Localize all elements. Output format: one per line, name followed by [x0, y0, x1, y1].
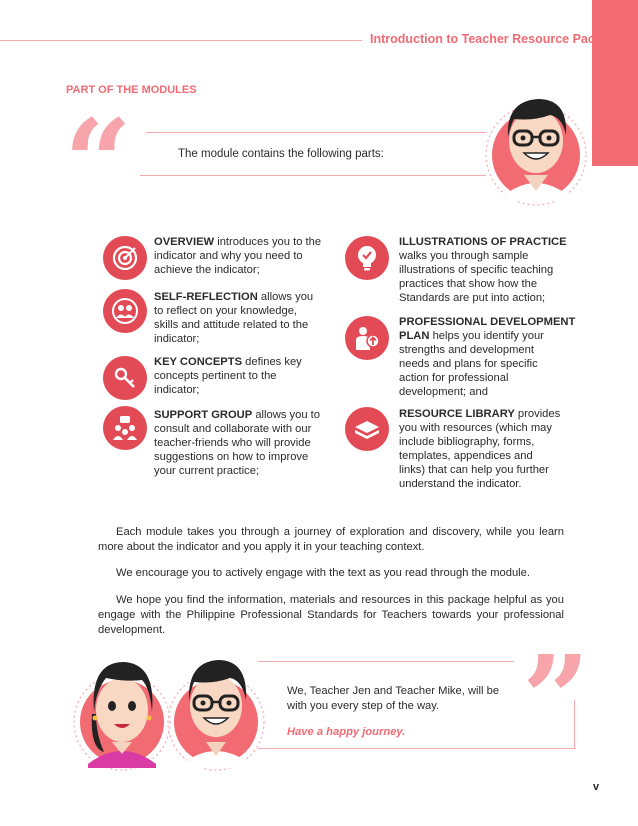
intro-text: The module contains the following parts: — [178, 148, 384, 160]
part-overview: OVERVIEW introduces you to the indicator and why you need to achieve the indicator; — [154, 236, 322, 276]
part-self-reflection: SELF-REFLECTION allows you to reflect on your knowledge, skills and attitude related to the indicator; — [154, 291, 314, 345]
lightbulb-icon — [345, 236, 389, 280]
part-illustrations-of-practice: ILLUSTRATIONS OF PRACTICE walks you through sample illustrations of specific teaching practices that show how the Standards are put into action; — [399, 236, 567, 304]
growth-person-icon — [345, 316, 389, 360]
closing-text: We, Teacher Jen and Teacher Mike, will be with you every step of the way. — [287, 685, 500, 712]
book-icon — [345, 407, 389, 451]
header-rule — [0, 40, 362, 41]
target-icon — [103, 236, 147, 280]
closing-line-top — [258, 661, 514, 662]
section-title: PART OF THE MODULES — [66, 84, 197, 96]
quote-line-top — [146, 132, 486, 133]
teacher-mike-avatar — [484, 85, 588, 207]
support-group-icon — [103, 406, 147, 450]
quote-line-bottom — [140, 175, 486, 176]
part-support-group: SUPPORT GROUP allows you to consult and collaborate with our teacher-friends who will provide suggestions on how to improve your current practice; — [154, 409, 320, 477]
paragraph-hope: We hope you find the information, materials and resources in this package helpful as you engage with the Philippine Professional Standards for Teachers towards your professional development. — [98, 594, 564, 636]
part-professional-development-plan: PROFESSIONAL DEVELOPMENT PLAN helps you identify your strengths and development needs and plans for specific action for professional development; and — [399, 316, 576, 398]
self-reflection-icon — [103, 289, 147, 333]
paragraph-journey: Each module takes you through a journey of exploration and discovery, while you learn more about the indicator and you apply it in your teaching context. — [98, 526, 564, 553]
part-resource-library: RESOURCE LIBRARY provides you with resources (which may include bibliography, forms, templates, appendices and links) that can help you further understand the indicator. — [399, 408, 561, 490]
closing-signoff: Have a happy journey. — [287, 726, 406, 738]
part-key-concepts: KEY CONCEPTS defines key concepts pertinent to the indicator; — [154, 356, 302, 396]
page-number: v — [593, 781, 600, 793]
close-quote-icon: ” — [522, 629, 590, 768]
paragraph-encourage: We encourage you to actively engage with the text as you read through the module. — [116, 567, 530, 579]
key-icon — [103, 356, 147, 400]
teacher-mike-avatar-bottom — [166, 648, 270, 772]
open-quote-icon: “ — [64, 93, 132, 232]
header-title: Introduction to Teacher Resource Package — [370, 32, 624, 46]
side-accent-bar — [592, 0, 638, 166]
